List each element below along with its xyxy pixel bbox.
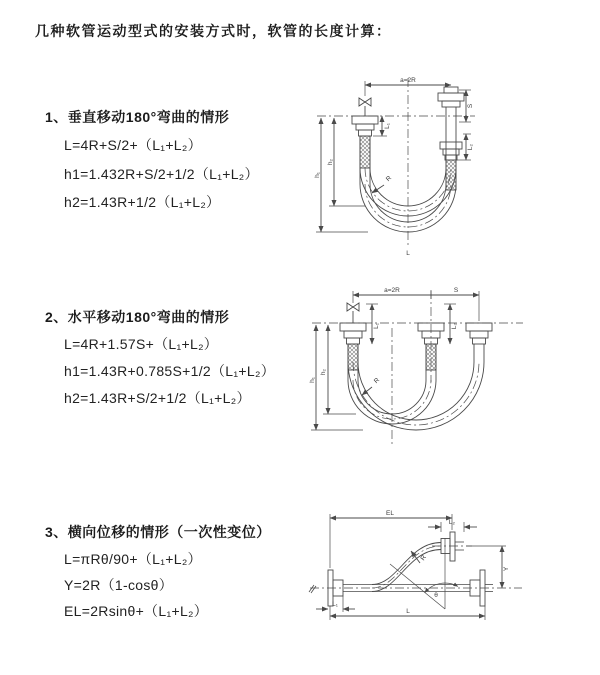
right-union-fitting: [440, 142, 462, 149]
braided-section: [360, 136, 370, 168]
angle-label-theta: θ: [434, 592, 438, 599]
radius-label: R: [372, 376, 382, 386]
left-flange: [340, 323, 366, 331]
dim-label-l2: L₂: [467, 143, 474, 151]
dim-label-l1: L₁: [384, 123, 391, 129]
radius-label: R: [384, 174, 394, 184]
formula-y: Y=2R（1-cosθ）: [64, 577, 174, 593]
dim-label-h1: h₁: [314, 172, 321, 178]
section-2-heading: 2、水平移动180°弯曲的情形: [45, 309, 230, 325]
diagram-lateral-displacement: [300, 498, 600, 643]
right-flange-moved: [466, 323, 492, 331]
section-3-heading: 3、横向位移的情形（一次性变位）: [45, 524, 271, 540]
radius-label: R: [419, 554, 428, 563]
diagram-horizontal-move-180: [308, 282, 600, 467]
page-title: 几种软管运动型式的安装方式时，软管的长度计算：: [35, 23, 392, 39]
formula-h1: h1=1.43R+0.785S+1/2（L₁+L₂）: [64, 363, 275, 379]
dim-label-s: S: [467, 103, 474, 109]
formula-l: L=πRθ/90+（L₁+L₂）: [64, 551, 202, 567]
hose-drawing: [311, 290, 523, 447]
valve-icon: [347, 303, 359, 311]
right-top-flange: [444, 87, 458, 93]
formula-l: L=4R+S/2+（L₁+L₂）: [64, 137, 202, 153]
centerline-break-icon: [309, 585, 316, 593]
dim-label-y: Y: [503, 566, 510, 572]
dim-label-s: S: [453, 287, 459, 294]
diagram-vertical-move-180: [313, 72, 598, 262]
dim-label-h2: h₂: [327, 158, 334, 166]
angle-reference-diagonal: [390, 564, 445, 609]
section-1-heading: 1、垂直移动180°弯曲的情形: [45, 109, 230, 125]
hose-drawing: [309, 514, 522, 620]
dim-label-a2r: a=2R: [384, 287, 400, 294]
left-flange: [352, 116, 378, 124]
dim-label-a2r: a=2R: [400, 77, 416, 84]
braided-section: [446, 160, 456, 190]
length-label: L: [406, 250, 410, 257]
formula-h1: h1=1.432R+S/2+1/2（L₁+L₂）: [64, 166, 259, 182]
formula-l: L=4R+1.57S+（L₁+L₂）: [64, 336, 219, 352]
upper-flange: [450, 532, 455, 561]
dim-label-l1: L₁: [373, 323, 380, 329]
dim-label-h1: h₁: [309, 377, 316, 383]
braided-section: [426, 344, 436, 370]
formula-h2: h2=1.43R+1/2（L₁+L₂）: [64, 194, 221, 210]
dim-label-h2: h₂: [320, 368, 327, 376]
formula-h2: h2=1.43R+S/2+1/2（L₁+L₂）: [64, 390, 251, 406]
dim-label-l: L: [406, 608, 410, 615]
dim-label-l2: L₂: [451, 322, 458, 330]
hose-drawing: [316, 78, 475, 246]
valve-icon: [359, 98, 371, 106]
dim-label-l1: L₁: [332, 601, 338, 608]
hose-s-curve-outer: [372, 543, 441, 585]
dim-label-l2: L₂: [448, 519, 456, 526]
formula-el: EL=2Rsinθ+（L₁+L₂）: [64, 603, 209, 619]
dim-label-el: EL: [386, 510, 394, 517]
